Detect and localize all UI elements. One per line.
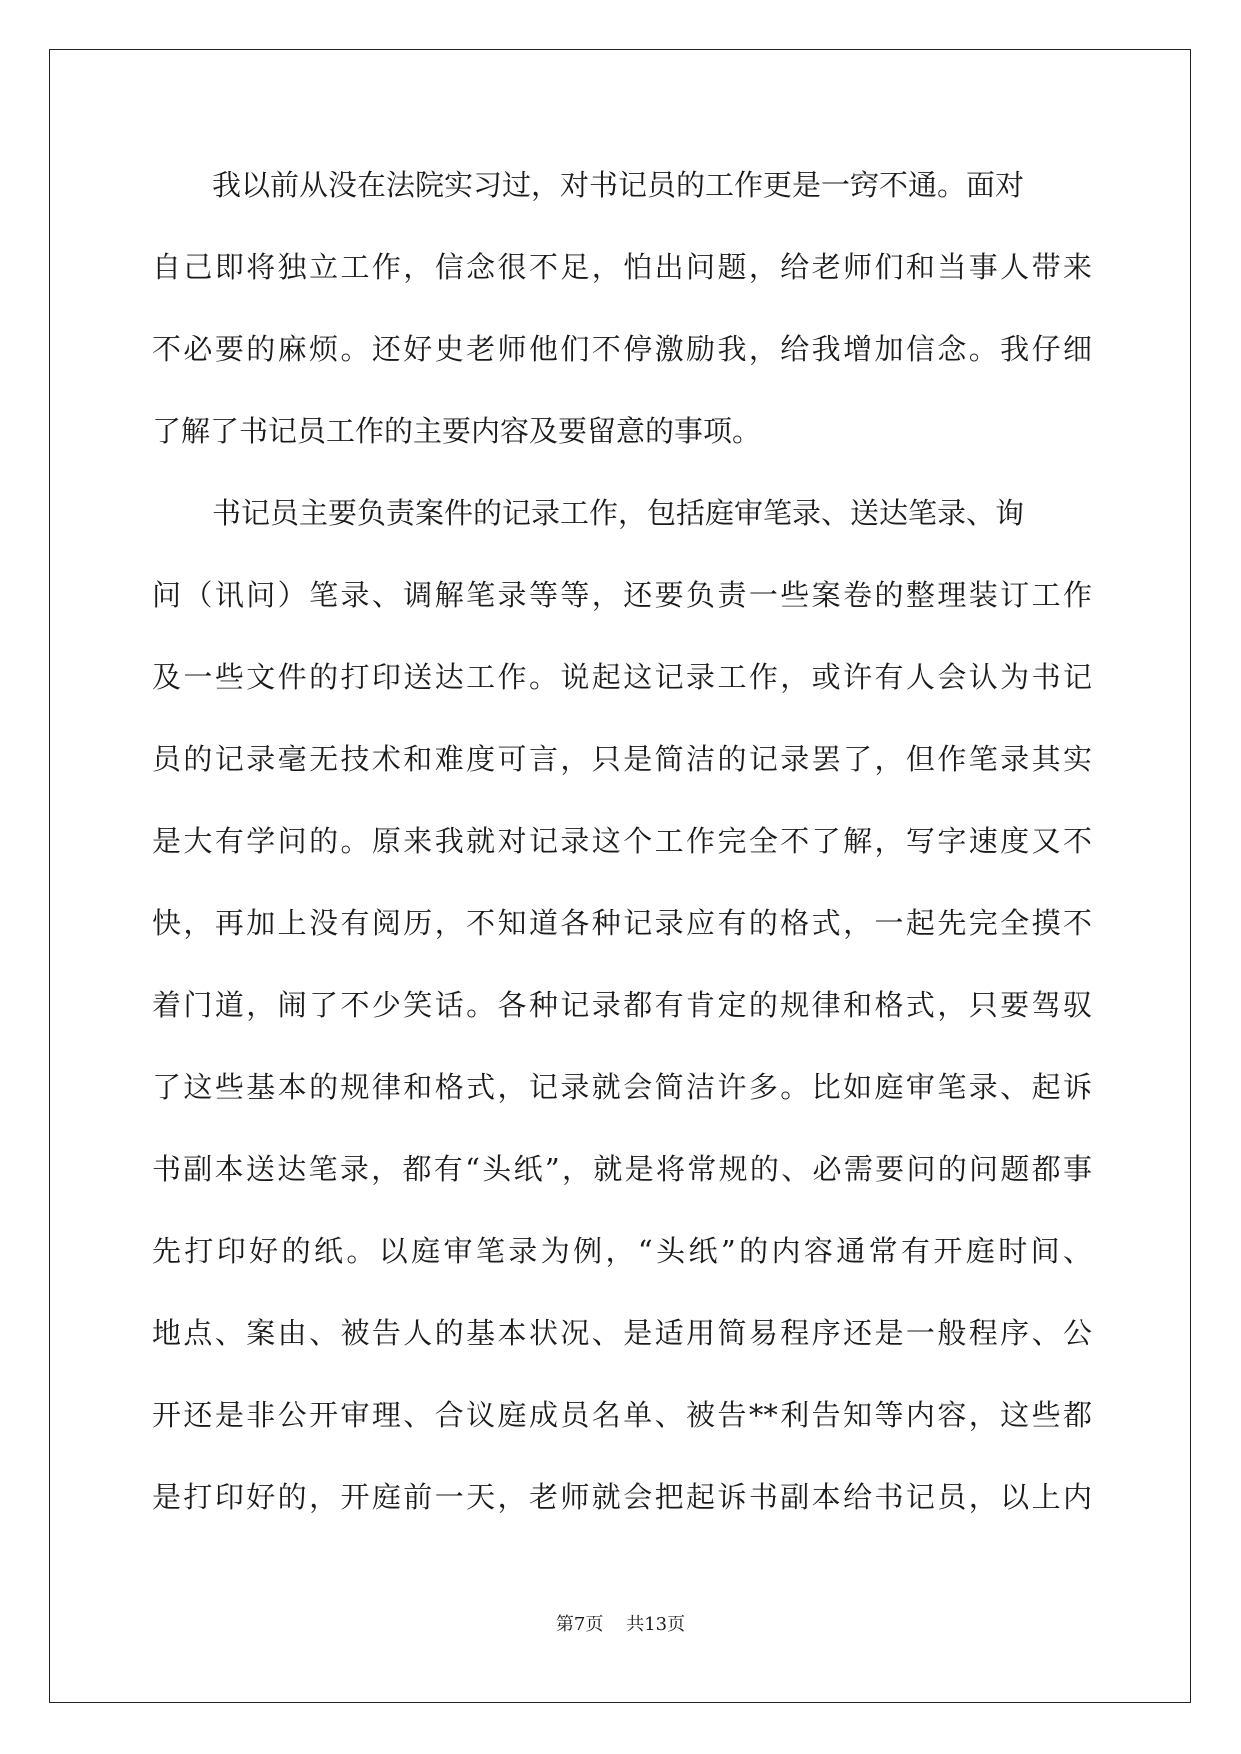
paragraph-2-line-1: 书记员主要负责案件的记录工作，包括庭审笔录、送达笔录、询 (212, 496, 1025, 530)
paragraph-2-line-5: 是大有学问的。原来我就对记录这个工作完全不了解，写字速度又不 (152, 824, 1092, 858)
document-body (152, 160, 1092, 1554)
total-pages: 共13页 (626, 1614, 686, 1635)
paragraph-1-line-4: 了解了书记员工作的主要内容及要留意的事项。 (152, 414, 762, 448)
paragraph-2-line-2: 问（讯问）笔录、调解笔录等等，还要负责一些案卷的整理装订工作 (152, 578, 1092, 612)
paragraph-2-line-6: 快，再加上没有阅历，不知道各种记录应有的格式，一起先完全摸不 (152, 906, 1092, 940)
paragraph-2-line-13: 是打印好的，开庭前一天，老师就会把起诉书副本给书记员，以上内 (152, 1480, 1092, 1514)
paragraph-2-line-3: 及一些文件的打印送达工作。说起这记录工作，或许有人会认为书记 (152, 660, 1092, 694)
paragraph-2-line-8: 了这些基本的规律和格式，记录就会简洁许多。比如庭审笔录、起诉 (152, 1070, 1092, 1104)
paragraph-2-line-12: 开还是非公开审理、合议庭成员名单、被告**利告知等内容，这些都 (152, 1398, 1092, 1432)
page-number: 第7页 (555, 1614, 604, 1635)
page-footer (0, 1613, 1241, 1637)
paragraph-1-line-3: 不必要的麻烦。还好史老师他们不停激励我，给我增加信念。我仔细 (152, 332, 1092, 366)
paragraph-2-line-10: 先打印好的纸。以庭审笔录为例，“头纸”的内容通常有开庭时间、 (152, 1234, 1092, 1268)
paragraph-2-line-9: 书副本送达笔录，都有“头纸”，就是将常规的、必需要问的问题都事 (152, 1152, 1092, 1186)
paragraph-1-line-2: 自己即将独立工作，信念很不足，怕出问题，给老师们和当事人带来 (152, 250, 1092, 284)
paragraph-2-line-4: 员的记录毫无技术和难度可言，只是简洁的记录罢了，但作笔录其实 (152, 742, 1092, 776)
paragraph-2-line-11: 地点、案由、被告人的基本状况、是适用简易程序还是一般程序、公 (152, 1316, 1092, 1350)
paragraph-2-line-7: 着门道，闹了不少笑话。各种记录都有肯定的规律和格式，只要驾驭 (152, 988, 1092, 1022)
paragraph-1-line-1: 我以前从没在法院实习过，对书记员的工作更是一窍不通。面对 (212, 168, 1025, 202)
